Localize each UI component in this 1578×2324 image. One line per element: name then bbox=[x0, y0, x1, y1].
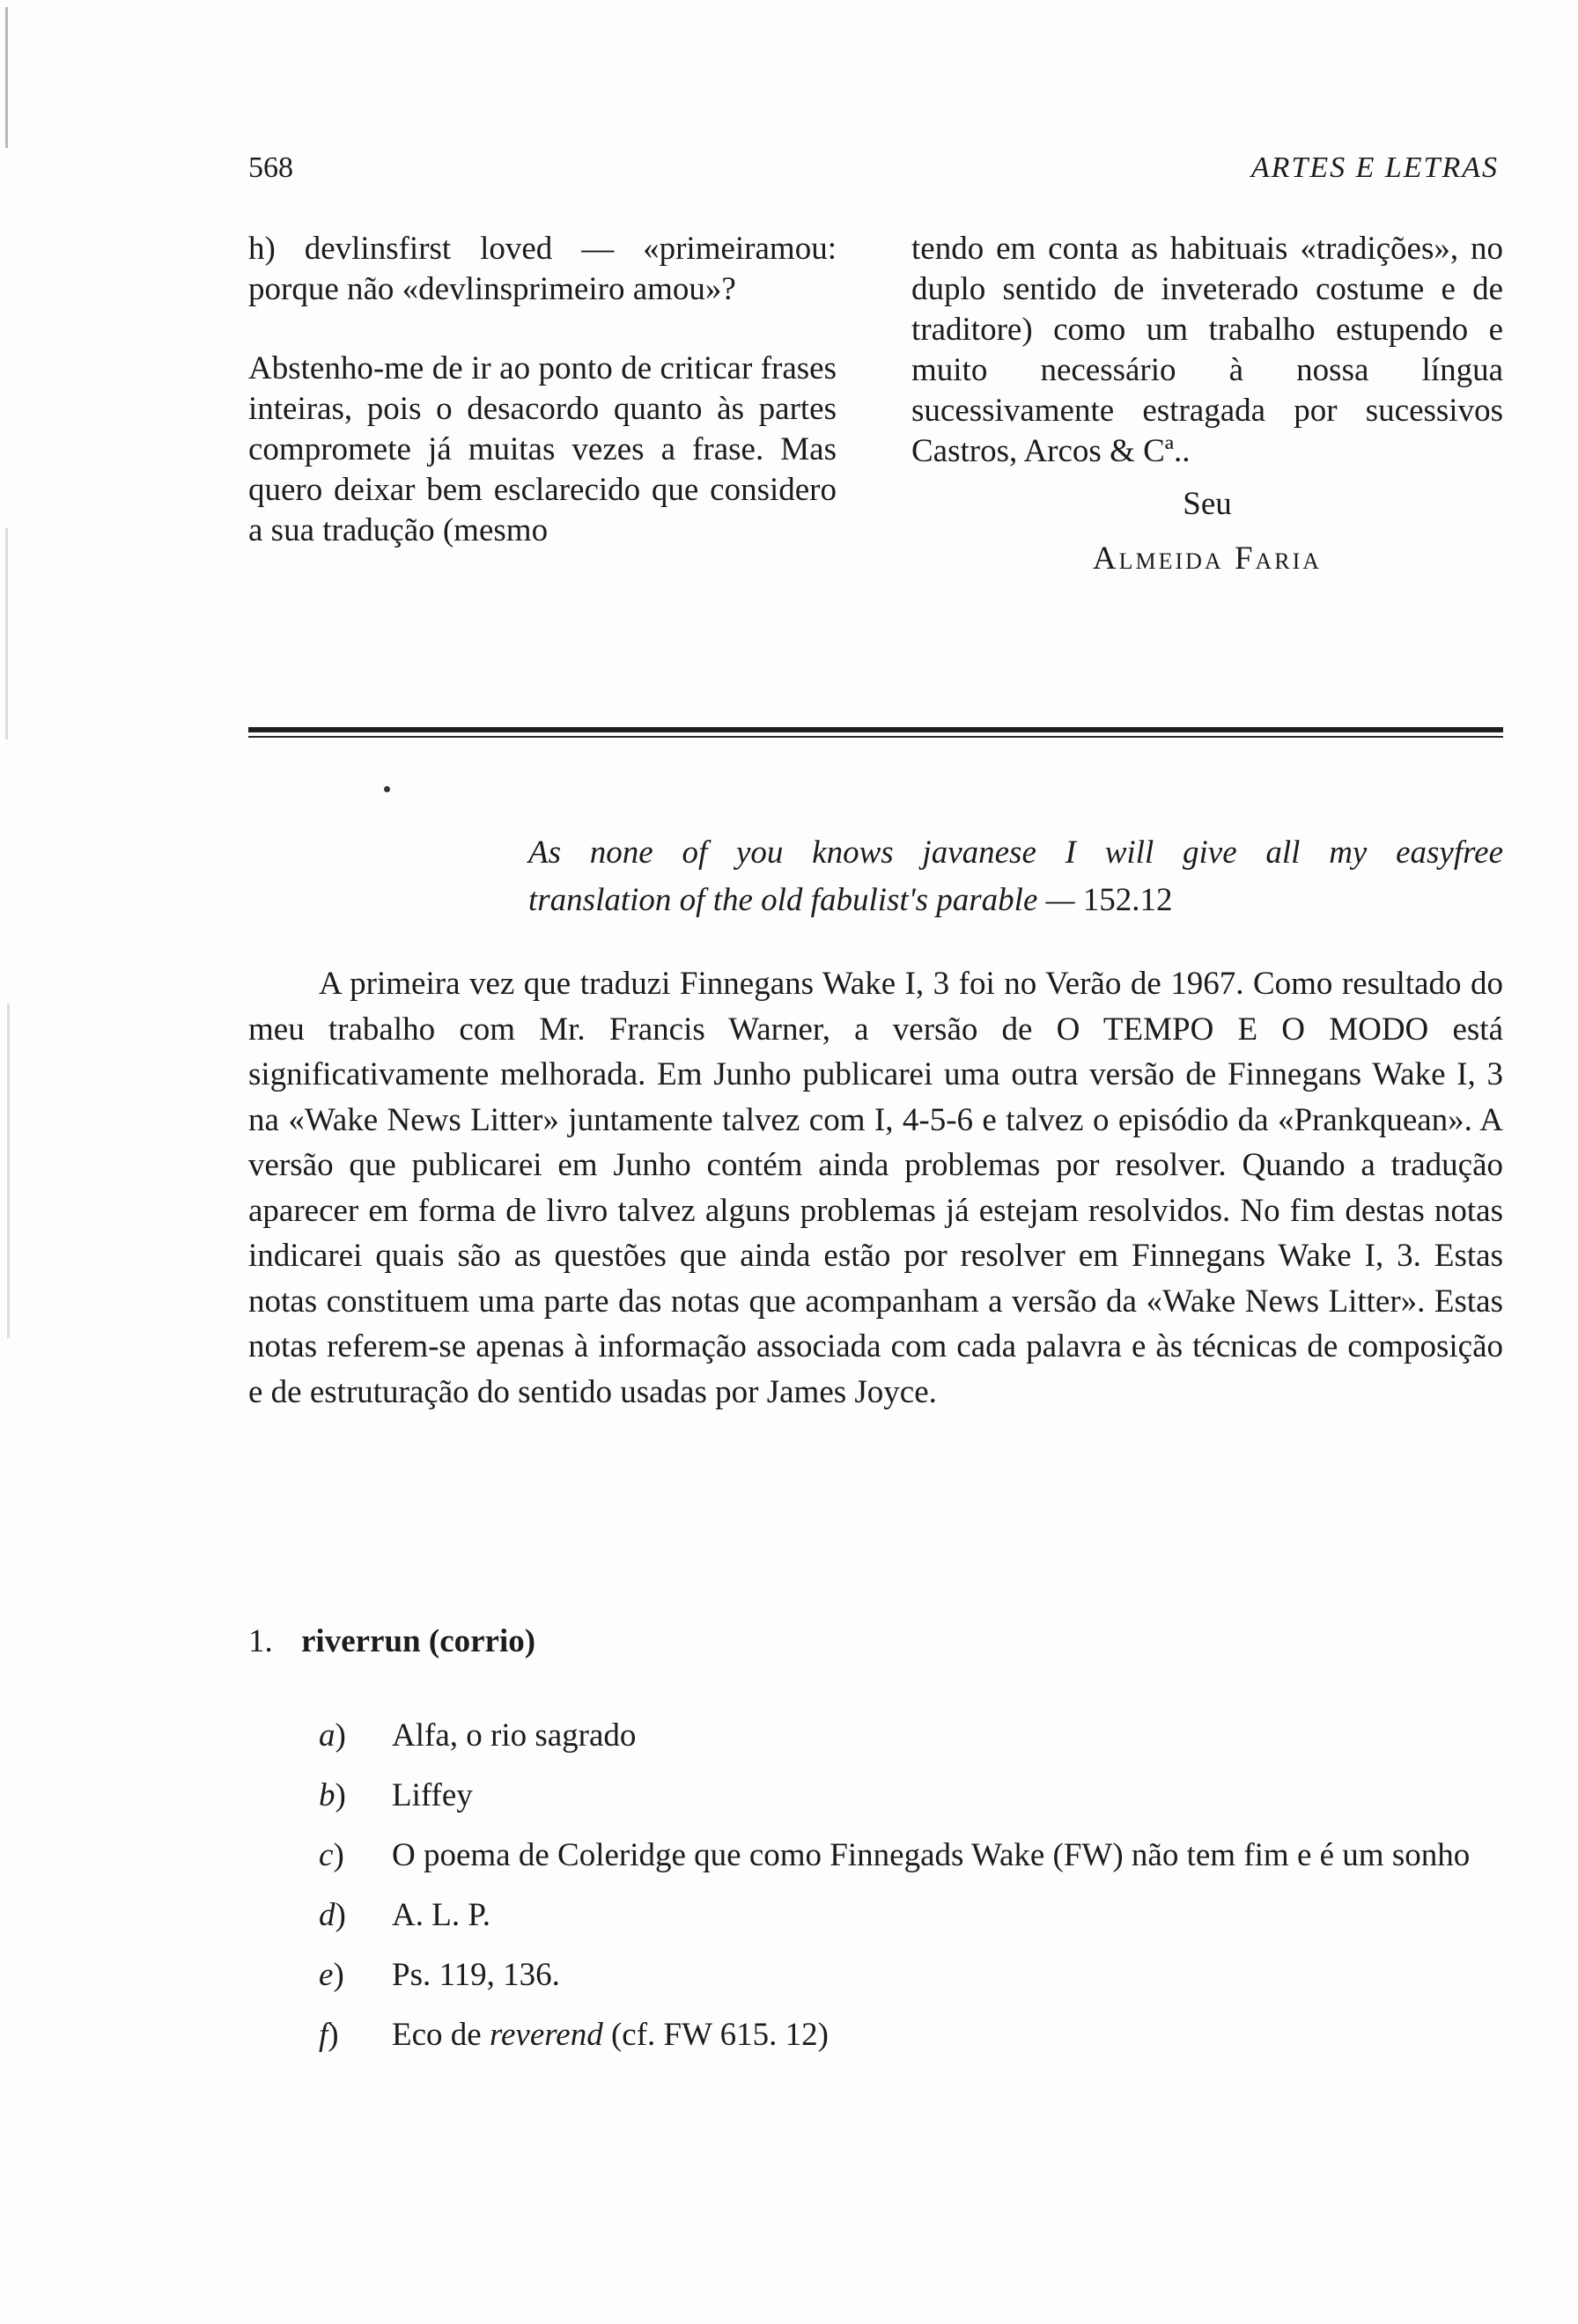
list-marker-letter: a bbox=[319, 1717, 336, 1754]
left-paragraph-1: h) devlinsfirst loved — «primeiramou: porque não «devlinsprimeiro amou»? bbox=[248, 231, 837, 307]
list-marker bbox=[319, 1952, 344, 1999]
running-head bbox=[248, 151, 1499, 195]
scan-edge-mark bbox=[7, 1004, 10, 1338]
list-item bbox=[248, 1832, 1503, 1879]
list-marker-letter: b bbox=[319, 1777, 336, 1813]
section-divider-thick bbox=[248, 727, 1503, 732]
list-marker bbox=[319, 1712, 346, 1760]
list-item-text: O poema de Coleridge que como Finnegads Wake (FW) não tem fim e é um sonho bbox=[392, 1837, 1471, 1873]
list-marker-paren: ) bbox=[333, 1837, 344, 1873]
list-marker bbox=[319, 1832, 344, 1879]
note-text-after: (cf. FW 615. 12) bbox=[602, 2017, 829, 2053]
note-list bbox=[248, 1712, 1503, 2071]
list-item bbox=[248, 1712, 1503, 1760]
list-marker bbox=[319, 2011, 339, 2059]
list-marker-letter: f bbox=[319, 2017, 328, 2053]
section-heading bbox=[248, 1622, 535, 1660]
right-paragraph-1: tendo em conta as habituais «tradições», no duplo sentido de inveterado costume e de traditore) como um trabalho estupendo e muito necessário à nossa língua sucessivamente estragada por sucessivos Castros, Arcos & Cª.. bbox=[911, 231, 1503, 469]
left-column bbox=[248, 229, 837, 551]
running-title: ARTES E LETRAS bbox=[1250, 151, 1499, 184]
list-item-text: Liffey bbox=[392, 1777, 473, 1813]
list-item-text: Ps. 119, 136. bbox=[392, 1957, 560, 1993]
list-item-text: A. L. P. bbox=[392, 1897, 491, 1933]
page-number: 568 bbox=[248, 151, 293, 184]
list-item bbox=[248, 1772, 1503, 1820]
left-paragraph-2: Abstenho-me de ir ao ponto de criticar frases inteiras, pois o desacordo quanto às partes compromete já muitas vezes a frase. Mas quero deixar bem esclarecido que considero a sua tradução (mesmo bbox=[248, 350, 837, 548]
scan-edge-mark bbox=[5, 7, 8, 148]
list-item bbox=[248, 1892, 1503, 1939]
list-marker-paren: ) bbox=[335, 1717, 346, 1754]
list-marker-letter: c bbox=[319, 1837, 334, 1873]
epigraph bbox=[528, 829, 1503, 924]
list-marker-paren: ) bbox=[335, 1777, 346, 1813]
list-item bbox=[248, 2011, 1503, 2059]
ink-speck bbox=[384, 786, 390, 792]
list-item bbox=[248, 1952, 1503, 1999]
signoff-word: Seu bbox=[1183, 486, 1232, 522]
list-marker-letter: d bbox=[319, 1897, 336, 1933]
signoff-name: Almeida Faria bbox=[1092, 541, 1323, 577]
list-marker-letter: e bbox=[319, 1957, 334, 1993]
scan-edge-mark bbox=[5, 528, 8, 739]
section-title: riverrun (corrio) bbox=[301, 1623, 536, 1659]
body-paragraph: A primeira vez que traduzi Finnegans Wake I, 3 foi no Verão de 1967. Como resultado do meu trabalho com Mr. Francis Warner, a versão de O TEMPO E O MODO está significativamente melhorada. Em Junho publicarei uma outra versão de Finnegans Wake I, 3 na «Wake News Litter» juntamente talvez com I, 4-5-6 e talvez o episódio da «Prankquean». A versão que publicarei em Junho contém ainda problemas por resolver. Quando a tradução aparecer em forma de livro talvez alguns problemas já estejam resolvidos. No fim destas notas indicarei quais são as questões que ainda estão por resolver em Finnegans Wake I, 3. Estas notas constituem uma parte das notas que acompanham a versão da «Wake News Litter». Estas notas referem-se apenas à informação associada com cada palavra e às técnicas de composição e de estruturação do sentido usadas por James Joyce. bbox=[248, 966, 1503, 1410]
note-text-italic: reverend bbox=[489, 2017, 603, 2053]
note-text-before: Eco de bbox=[392, 2017, 490, 2053]
list-marker bbox=[319, 1892, 346, 1939]
list-marker-paren: ) bbox=[335, 1897, 346, 1933]
letter-signoff bbox=[911, 484, 1503, 579]
list-marker bbox=[319, 1772, 346, 1820]
list-marker-paren: ) bbox=[328, 2017, 339, 2053]
epigraph-reference: 152.12 bbox=[1082, 882, 1173, 918]
epigraph-line-2-text: translation of the old fabulist's parable — bbox=[528, 882, 1075, 918]
list-item-text: Alfa, o rio sagrado bbox=[392, 1717, 637, 1754]
epigraph-line-2 bbox=[528, 877, 1503, 924]
list-marker-paren: ) bbox=[333, 1957, 344, 1993]
section-number: 1. bbox=[248, 1623, 273, 1659]
list-item-text bbox=[392, 2011, 1503, 2059]
section-divider-thin bbox=[248, 736, 1503, 738]
epigraph-line-1: As none of you knows javanese I will give all my easyfree bbox=[528, 835, 1503, 871]
right-column bbox=[911, 229, 1503, 579]
